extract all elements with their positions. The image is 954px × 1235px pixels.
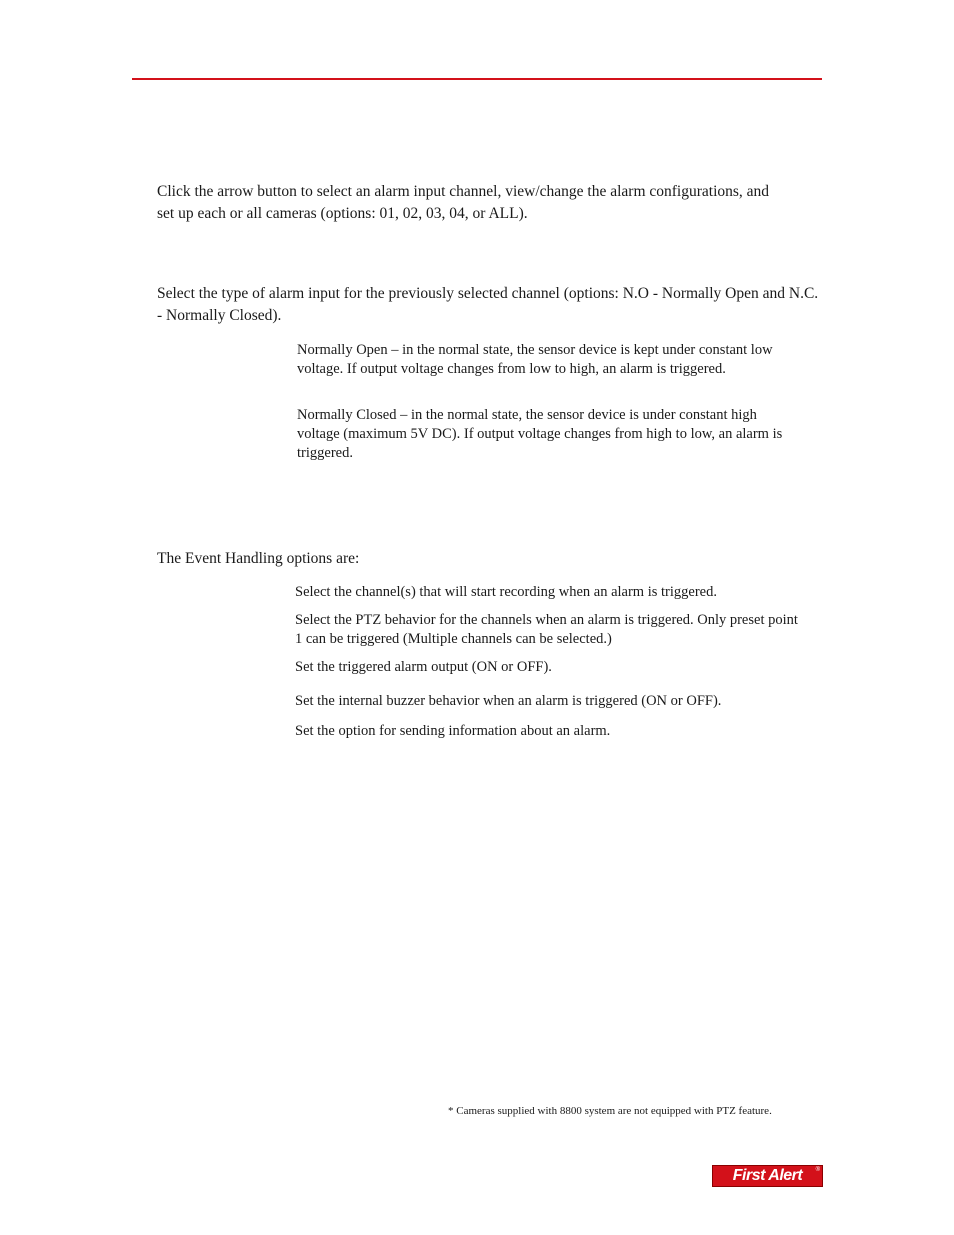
event-buzzer-description: Set the internal buzzer behavior when an alarm is triggered (ON or OFF). <box>295 693 722 709</box>
event-handling-intro: The Event Handling options are: <box>157 550 360 567</box>
first-alert-logo <box>712 1165 823 1187</box>
channel-description: Click the arrow button to select an alarm input channel, view/change the alarm configurations, and set up each or all cameras (options: 01, 02, 03, 04, or ALL). <box>157 183 770 222</box>
normally-closed-description: Normally Closed – in the normal state, the sensor device is under constant high voltage (maximum 5V DC). If output voltage changes from high to low, an alarm is triggered. <box>297 407 783 461</box>
event-alarm-output-description: Set the triggered alarm output (ON or OFF). <box>295 659 552 675</box>
event-ptz-description: Select the PTZ behavior for the channels when an alarm is triggered. Only preset point 1 can be triggered (Multiple channels can be selected.) <box>295 612 798 647</box>
ptz-footnote: * Cameras supplied with 8800 system are not equipped with PTZ feature. <box>448 1105 772 1117</box>
event-notification-description: Set the option for sending information about an alarm. <box>295 723 611 739</box>
logo-registered-mark: ® <box>815 1167 820 1173</box>
normally-open-description: Normally Open – in the normal state, the sensor device is kept under constant low voltage. If output voltage changes from low to high, an alarm is triggered. <box>297 342 773 377</box>
logo-text: First Alert <box>732 1167 803 1184</box>
alarm-type-description: Select the type of alarm input for the previously selected channel (options: N.O - Normally Open and N.C. - Normally Closed). <box>157 285 819 324</box>
header-rule <box>132 78 822 80</box>
event-record-description: Select the channel(s) that will start recording when an alarm is triggered. <box>295 584 717 600</box>
